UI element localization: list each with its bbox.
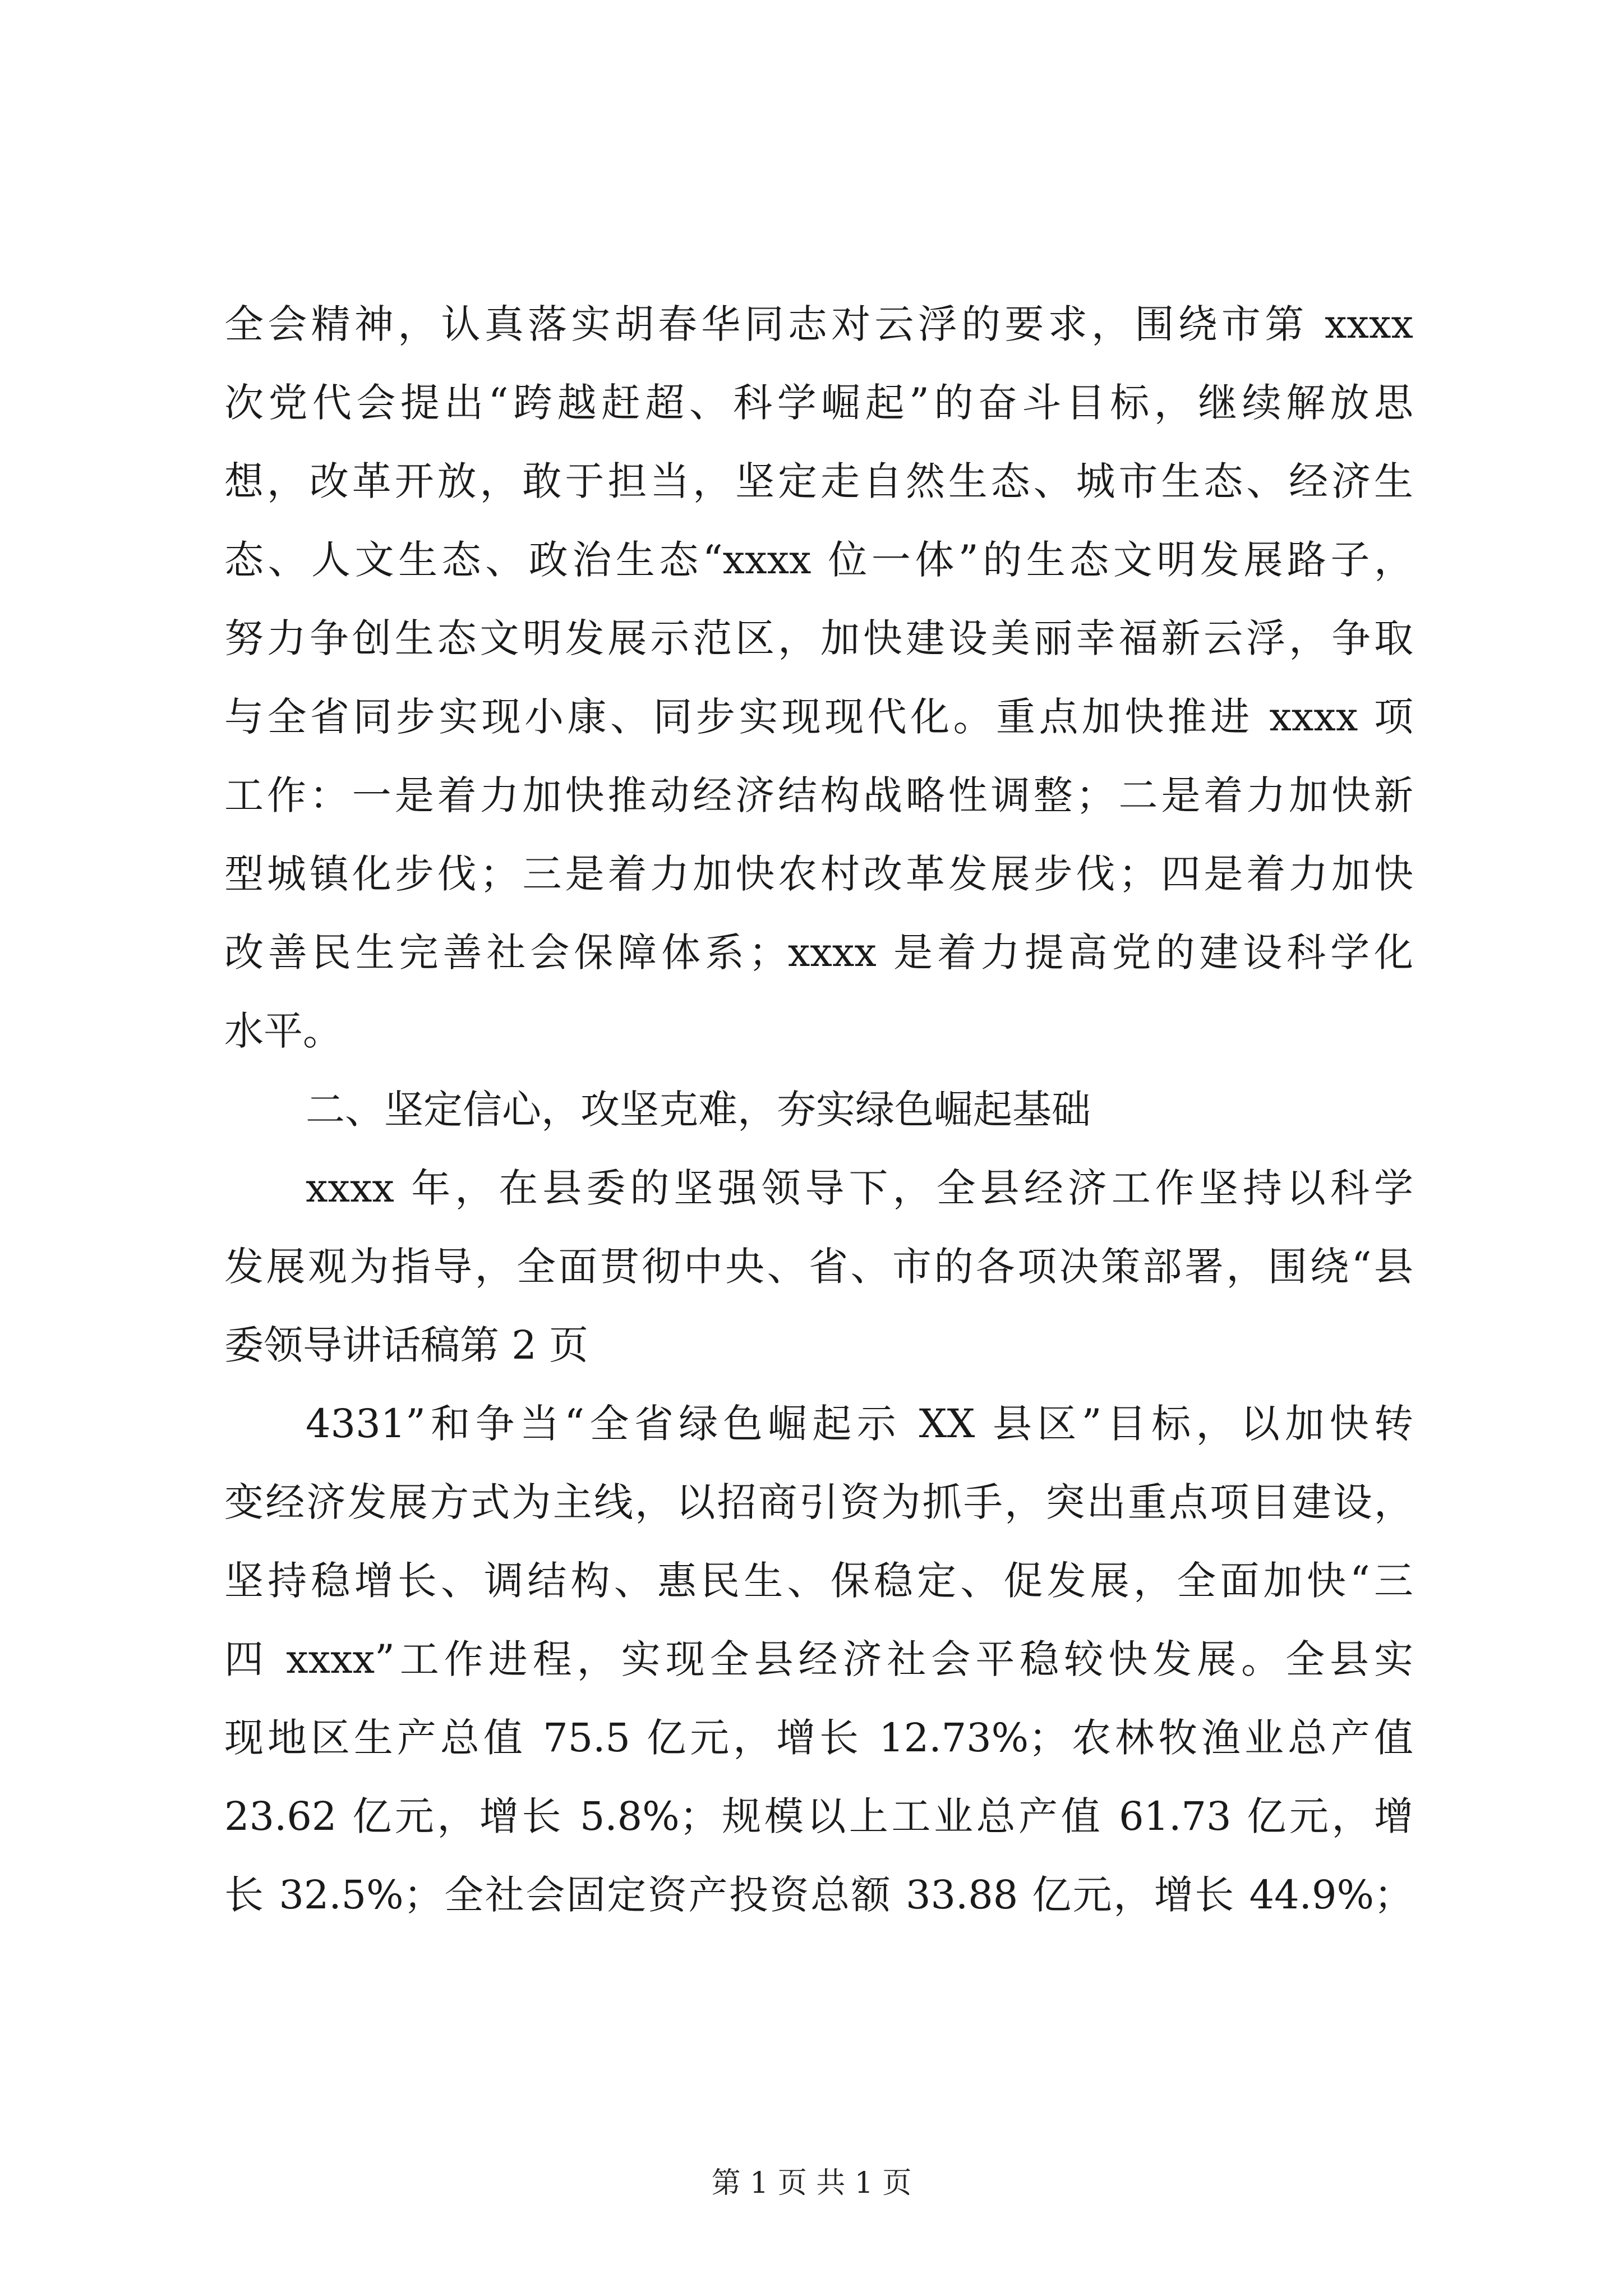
body-line-3: 想，改革开放，敢于担当，坚定走自然生态、城市生态、经济生 [224,458,1413,504]
section-heading: 二、坚定信心，攻坚克难，夯实绿色崛起基础 [306,1087,1091,1133]
body-line-7: 工作：一是着力加快推动经济结构战略性调整；二是着力加快新 [224,772,1413,818]
inline-page-marker: 委领导讲话稿第 2 页 [224,1322,589,1368]
body-line-12: xxxx 年，在县委的坚强领导下，全县经济工作坚持以科学 [306,1165,1413,1211]
body-line-19: 现地区生产总值 75.5 亿元，增长 12.73%；农林牧渔业总产值 [224,1715,1413,1761]
body-line-10: 水平。 [224,1008,342,1054]
body-line-17: 坚持稳增长、调结构、惠民生、保稳定、促发展，全面加快“三 [224,1558,1413,1604]
body-line-13: 发展观为指导，全面贯彻中央、省、市的各项决策部署，围绕“县 [224,1244,1413,1290]
body-line-2: 次党代会提出“跨越赶超、科学崛起”的奋斗目标，继续解放思 [224,380,1413,426]
body-line-1: 全会精神，认真落实胡春华同志对云浮的要求，围绕市第 xxxx [224,301,1413,347]
body-line-16: 变经济发展方式为主线，以招商引资为抓手，突出重点项目建设， [224,1479,1413,1525]
body-line-20: 23.62 亿元，增长 5.8%；规模以上工业总产值 61.73 亿元，增 [224,1793,1413,1839]
page-footer: 第 1 页 共 1 页 [711,2166,912,2200]
body-line-4: 态、人文生态、政治生态“xxxx 位一体”的生态文明发展路子， [224,537,1413,583]
body-line-18: 四 xxxx”工作进程，实现全县经济社会平稳较快发展。全县实 [224,1636,1413,1682]
body-line-21: 长 32.5%；全社会固定资产投资总额 33.88 亿元，增长 44.9%； [224,1872,1413,1918]
body-line-5: 努力争创生态文明发展示范区，加快建设美丽幸福新云浮，争取 [224,615,1413,661]
body-line-9: 改善民生完善社会保障体系；xxxx 是着力提高党的建设科学化 [224,930,1413,976]
body-line-8: 型城镇化步伐；三是着力加快农村改革发展步伐；四是着力加快 [224,851,1413,897]
body-line-6: 与全省同步实现小康、同步实现现代化。重点加快推进 xxxx 项 [224,694,1413,740]
body-line-15: 4331”和争当“全省绿色崛起示 XX 县区”目标，以加快转 [306,1401,1413,1447]
